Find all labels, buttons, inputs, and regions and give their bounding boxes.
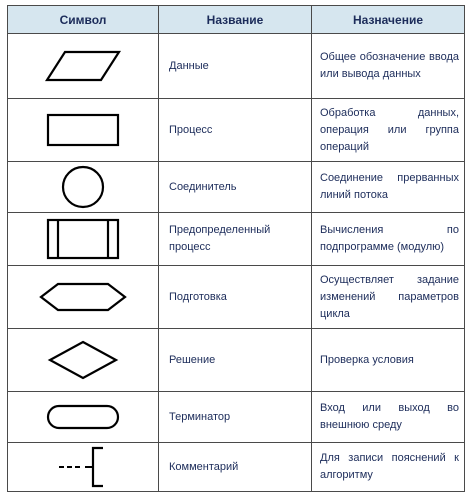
symbol-cell [8, 213, 159, 266]
table-row [8, 162, 465, 213]
purpose-cell: Вход или выход во внешнюю среду [312, 392, 465, 443]
parallelogram-icon [43, 49, 123, 83]
terminator-icon [45, 403, 121, 431]
table-row [8, 329, 465, 392]
diamond-icon [47, 339, 119, 381]
flowchart-symbols-table [7, 5, 465, 492]
header-purpose: Назначение [312, 6, 465, 34]
purpose-cell: Обработка данных, операция или группа операций [312, 99, 465, 162]
name-cell: Терминатор [159, 392, 312, 443]
name-cell: Решение [159, 329, 312, 392]
purpose-cell: Вычисления по подпрограмме (модулю) [312, 213, 465, 266]
symbol-cell [8, 266, 159, 329]
table-row [8, 34, 465, 99]
hexagon-icon [38, 281, 128, 313]
table-row [8, 266, 465, 329]
table-row [8, 213, 465, 266]
table-row [8, 443, 465, 492]
table-header-row [8, 6, 465, 34]
header-name: Название [159, 6, 312, 34]
symbol-cell [8, 392, 159, 443]
symbol-cell [8, 329, 159, 392]
name-cell: Предопределенный процесс [159, 213, 312, 266]
symbol-cell [8, 99, 159, 162]
name-cell: Процесс [159, 99, 312, 162]
purpose-cell: Соединение прерванных линий потока [312, 162, 465, 213]
name-cell: Данные [159, 34, 312, 99]
table-row [8, 392, 465, 443]
symbol-cell [8, 443, 159, 492]
purpose-cell: Общее обозначение ввода или вывода данных [312, 34, 465, 99]
name-cell: Подготовка [159, 266, 312, 329]
purpose-cell: Проверка условия [312, 329, 465, 392]
predefined-process-icon [45, 217, 121, 261]
symbol-cell [8, 162, 159, 213]
header-symbol: Символ [8, 6, 159, 34]
rectangle-icon [45, 112, 121, 148]
name-cell: Комментарий [159, 443, 312, 492]
name-cell: Соединитель [159, 162, 312, 213]
circle-icon [60, 164, 106, 210]
comment-bracket-icon [53, 445, 113, 489]
symbol-cell [8, 34, 159, 99]
purpose-cell: Осуществляет задание изменений параметров цикла [312, 266, 465, 329]
table-row [8, 99, 465, 162]
purpose-cell: Для записи пояснений к алгоритму [312, 443, 465, 492]
